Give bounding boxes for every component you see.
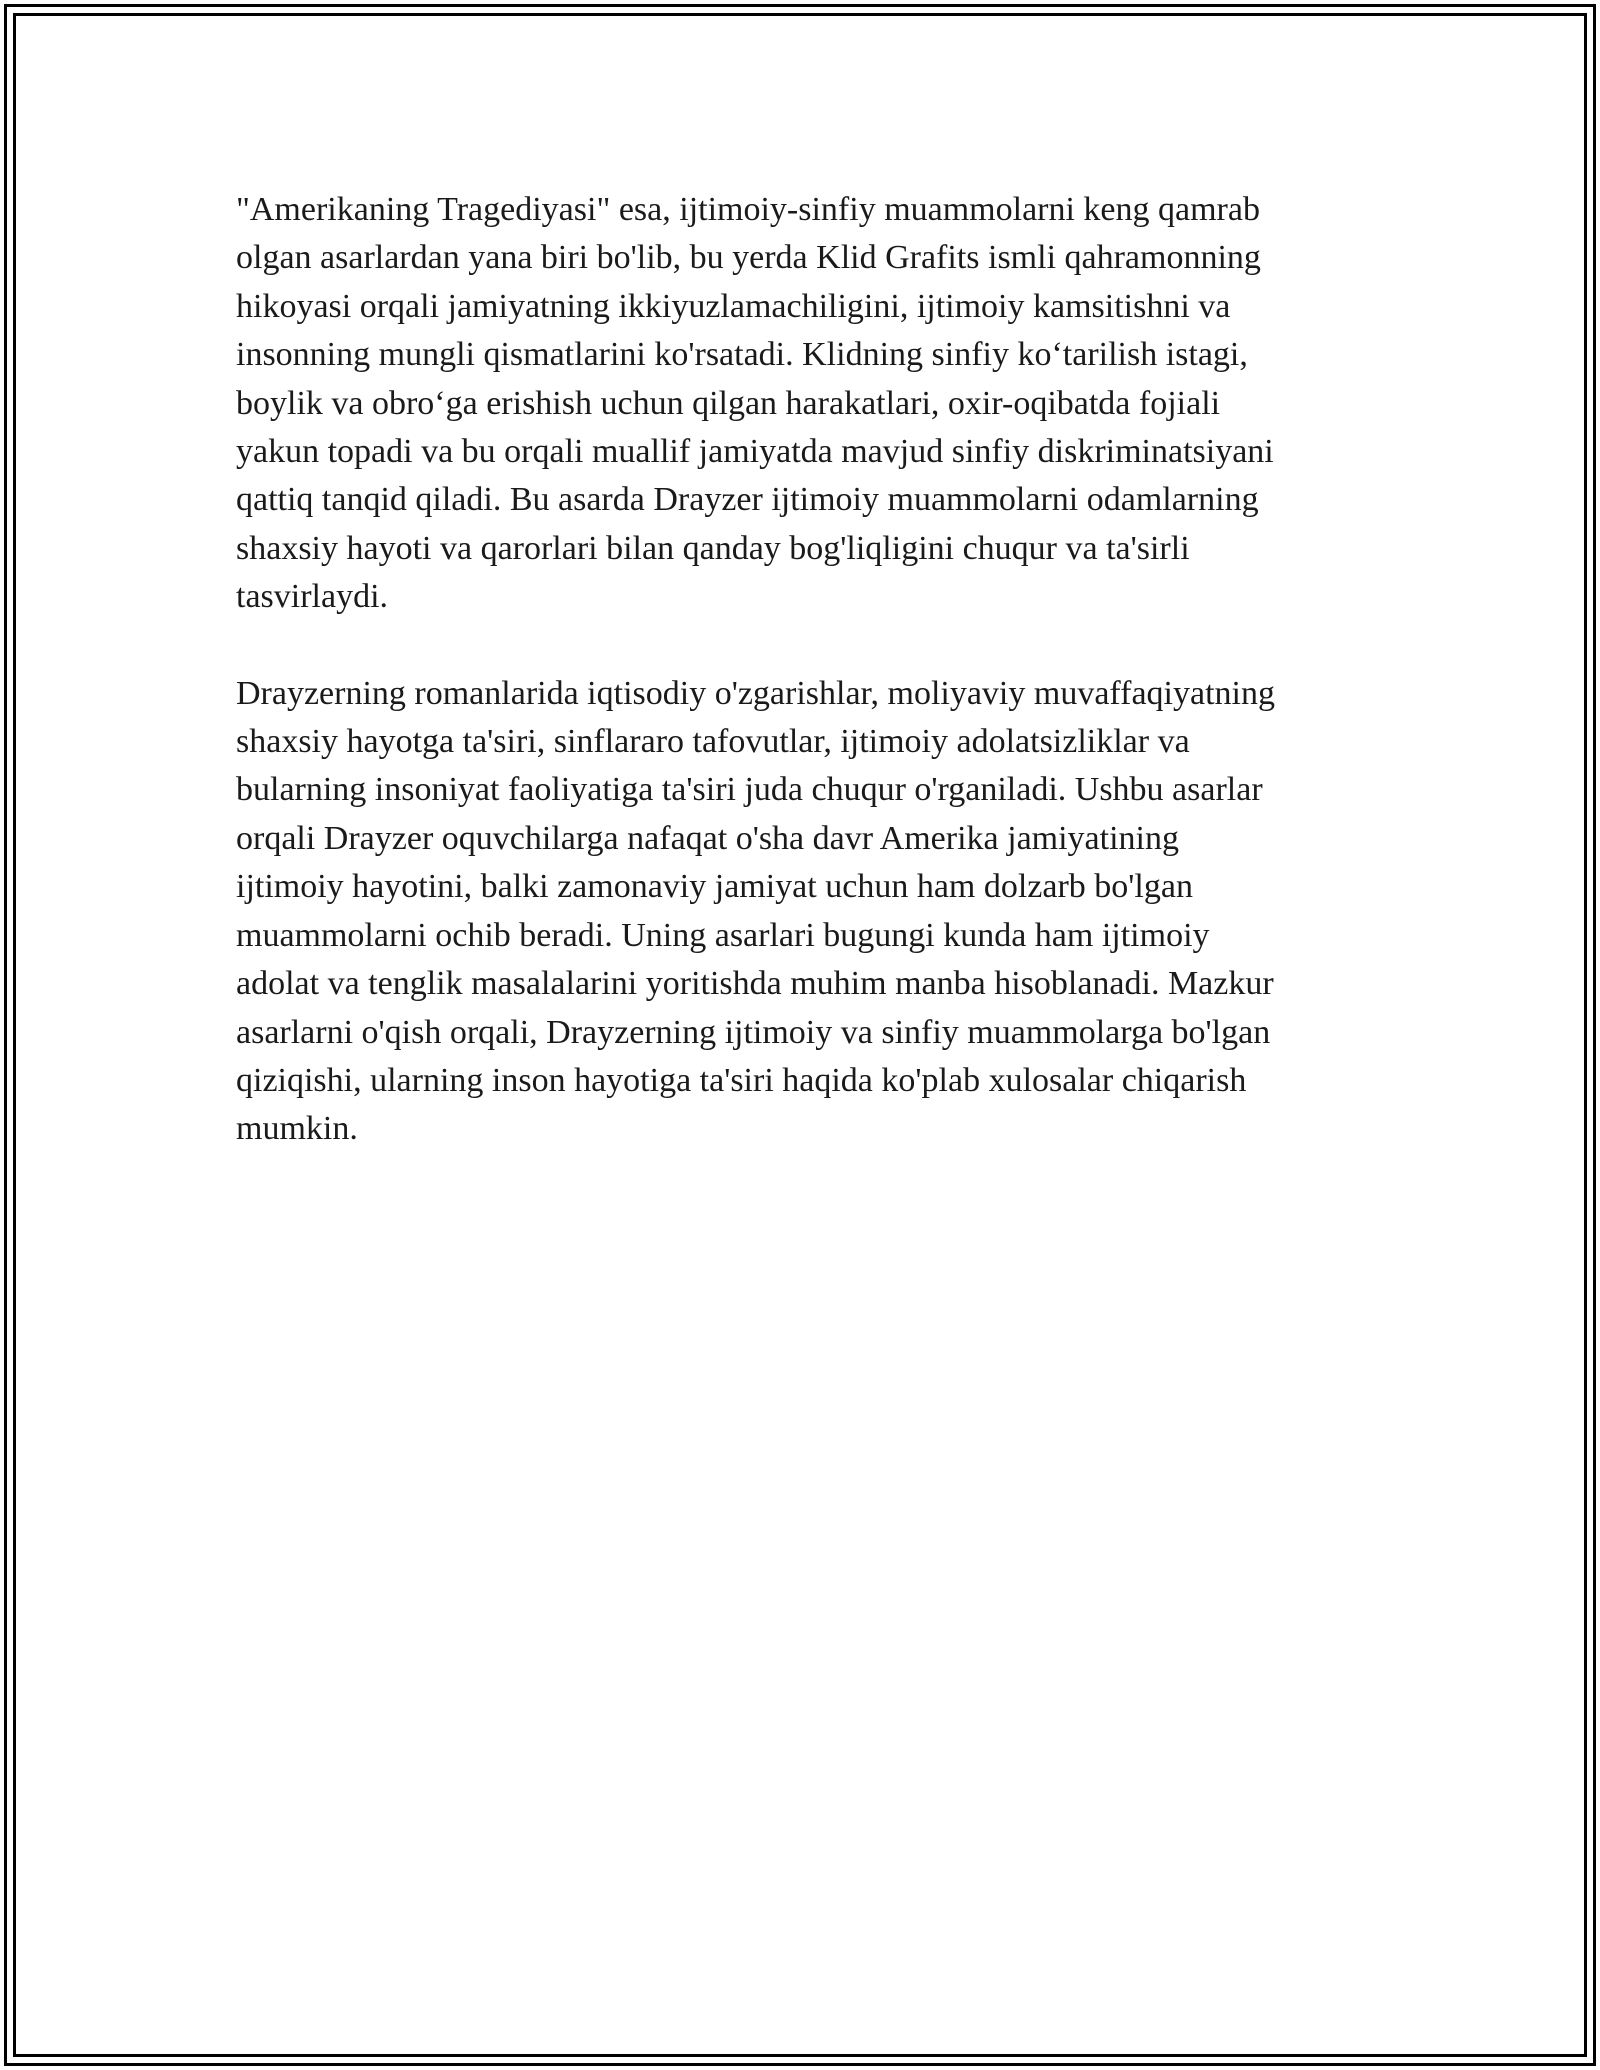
text-line: bularning insoniyat faoliyatiga ta'siri juda chuqur o'rganiladi. Ushbu asarlar	[236, 771, 1263, 809]
text-line: insonning mungli qismatlarini ko'rsatadi. Klidning sinfiy koʻtarilish istagi,	[236, 336, 1248, 374]
text-line: muammolarni ochib beradi. Uning asarlari bugungi kunda ham ijtimoiy	[236, 916, 1210, 954]
text-line: tasvirlaydi.	[236, 578, 389, 616]
text-line: hikoyasi orqali jamiyatning ikkiyuzlamachiligini, ijtimoiy kamsitishni va	[236, 287, 1231, 325]
text-line: boylik va obroʻga erishish uchun qilgan harakatlari, oxir-oqibatda fojiali	[236, 384, 1221, 422]
text-line: olgan asarlardan yana biri bo'lib, bu yerda Klid Grafits ismli qahramonning	[236, 239, 1261, 277]
text-line: yakun topadi va bu orqali muallif jamiyatda mavjud sinfiy diskriminatsiyani	[236, 433, 1274, 471]
text-line: shaxsiy hayotga ta'siri, sinflararo tafovutlar, ijtimoiy adolatsizliklar va	[236, 723, 1190, 761]
text-line: asarlarni o'qish orqali, Drayzerning ijtimoiy va sinfiy muammolarga bo'lgan	[236, 1013, 1271, 1051]
document-body	[236, 186, 1376, 1202]
text-line: Drayzerning romanlarida iqtisodiy o'zgarishlar, moliyaviy muvaffaqiyatning	[236, 674, 1275, 712]
text-line: adolat va tenglik masalalarini yoritishda muhim manba hisoblanadi. Mazkur	[236, 965, 1274, 1003]
text-line: orqali Drayzer oquvchilarga nafaqat o'sha davr Amerika jamiyatining	[236, 819, 1179, 857]
text-line: ijtimoiy hayotini, balki zamonaviy jamiyat uchun ham dolzarb bo'lgan	[236, 868, 1193, 906]
paragraph-2	[236, 670, 1376, 1154]
paragraph-1	[236, 186, 1376, 622]
text-line: shaxsiy hayoti va qarorlari bilan qanday bog'liqligini chuqur va ta'sirli	[236, 529, 1190, 567]
text-line: mumkin.	[236, 1110, 358, 1148]
text-line: qiziqishi, ularning inson hayotiga ta'siri haqida ko'plab xulosalar chiqarish	[236, 1061, 1247, 1099]
text-line: qattiq tanqid qiladi. Bu asarda Drayzer ijtimoiy muammolarni odamlarning	[236, 481, 1259, 519]
text-line: "Amerikaning Tragediyasi" esa, ijtimoiy-sinfiy muammolarni keng qamrab	[236, 191, 1260, 228]
